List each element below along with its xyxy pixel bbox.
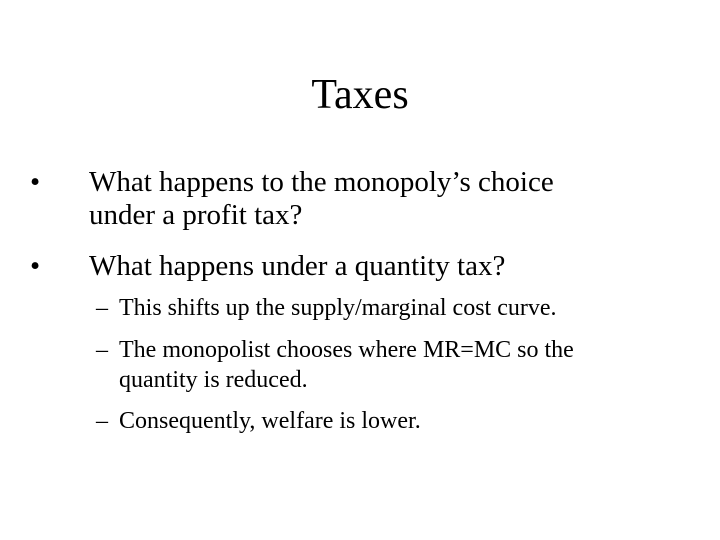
- bullet-text-line: under a profit tax?: [89, 199, 303, 231]
- sub-bullet-text-line: This shifts up the supply/marginal cost curve.: [119, 295, 557, 321]
- sub-bullet-text-line: The monopolist chooses where MR=MC so the: [119, 337, 574, 363]
- bullet-text-line: What happens under a quantity tax?: [89, 250, 506, 282]
- slide-title: Taxes: [311, 72, 409, 118]
- bullet-text-line: What happens to the monopoly’s choice: [89, 166, 554, 198]
- bullet-marker: •: [30, 250, 41, 282]
- bullet-marker: •: [30, 166, 41, 198]
- sub-bullet-text-line: quantity is reduced.: [119, 367, 308, 393]
- sub-bullet-text-line: Consequently, welfare is lower.: [119, 408, 421, 434]
- sub-bullet-marker: –: [96, 337, 108, 363]
- sub-bullet-marker: –: [96, 408, 108, 434]
- sub-bullet-marker: –: [96, 295, 108, 321]
